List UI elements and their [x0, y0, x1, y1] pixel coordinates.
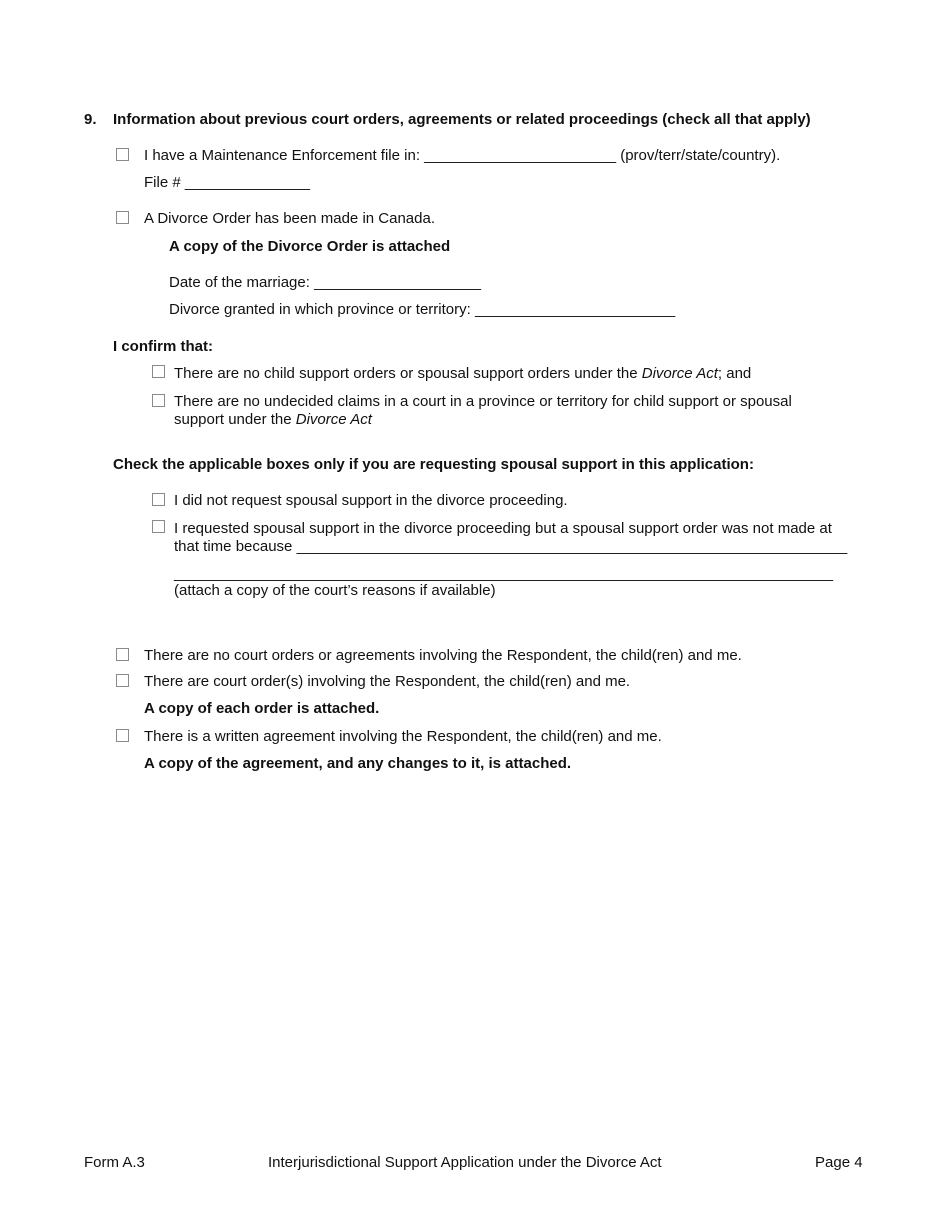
no-undecided-claims-label: There are no undecided claims in a court in a province or territory for child support or spousal support under the Divorce Act	[174, 393, 792, 428]
confirm-heading: I confirm that:	[113, 338, 213, 355]
no-support-orders-label: There are no child support orders or spousal support orders under the Divorce Act; and	[174, 365, 752, 382]
divorce-order-attached-note: A copy of the Divorce Order is attached	[169, 238, 451, 255]
no-support-orders-checkbox[interactable]	[152, 365, 165, 378]
spousal-support-heading: Check the applicable boxes only if you are requesting spousal support in this application:	[113, 456, 754, 473]
no-spousal-request-checkbox[interactable]	[152, 493, 165, 506]
court-orders-checkbox[interactable]	[116, 674, 129, 687]
divorce-province-field[interactable]: Divorce granted in which province or territory: ________________________	[169, 301, 676, 318]
divorce-order-label: A Divorce Order has been made in Canada.	[144, 210, 435, 227]
footer-form-id: Form A.3	[84, 1154, 145, 1171]
footer-title: Interjurisdictional Support Application under the Divorce Act	[268, 1154, 662, 1171]
spousal-requested-label: I requested spousal support in the divorce proceeding but a spousal support order was not made at	[174, 520, 832, 537]
no-court-orders-checkbox[interactable]	[116, 648, 129, 661]
orders-attached-note: A copy of each order is attached.	[144, 700, 380, 717]
court-orders-label: There are court order(s) involving the Respondent, the child(ren) and me.	[144, 673, 631, 690]
section-heading: Information about previous court orders, agreements or related proceedings (check all that apply)	[113, 111, 811, 128]
footer-page-number: Page 4	[815, 1154, 863, 1171]
no-undecided-claims-checkbox[interactable]	[152, 394, 165, 407]
no-spousal-request-label: I did not request spousal support in the divorce proceeding.	[174, 492, 568, 509]
spousal-reason-continuation-field[interactable]: _______________________________________________________________________________	[174, 565, 834, 582]
no-court-orders-label: There are no court orders or agreements involving the Respondent, the child(ren) and me.	[144, 647, 742, 664]
file-number-field[interactable]: File # _______________	[144, 174, 310, 191]
spousal-reason-field[interactable]: that time because __________________________________________________________________	[174, 538, 848, 555]
maintenance-file-checkbox[interactable]	[116, 148, 129, 161]
maintenance-file-label: I have a Maintenance Enforcement file in: _______________________ (prov/terr/state/country).	[144, 147, 781, 164]
written-agreement-checkbox[interactable]	[116, 729, 129, 742]
written-agreement-label: There is a written agreement involving the Respondent, the child(ren) and me.	[144, 728, 662, 745]
agreement-attached-note: A copy of the agreement, and any changes to it, is attached.	[144, 755, 572, 772]
attach-reasons-note: (attach a copy of the court’s reasons if available)	[174, 582, 496, 599]
marriage-date-field[interactable]: Date of the marriage: ____________________	[169, 274, 481, 291]
spousal-requested-checkbox[interactable]	[152, 520, 165, 533]
section-number: 9.	[84, 111, 97, 128]
divorce-order-checkbox[interactable]	[116, 211, 129, 224]
